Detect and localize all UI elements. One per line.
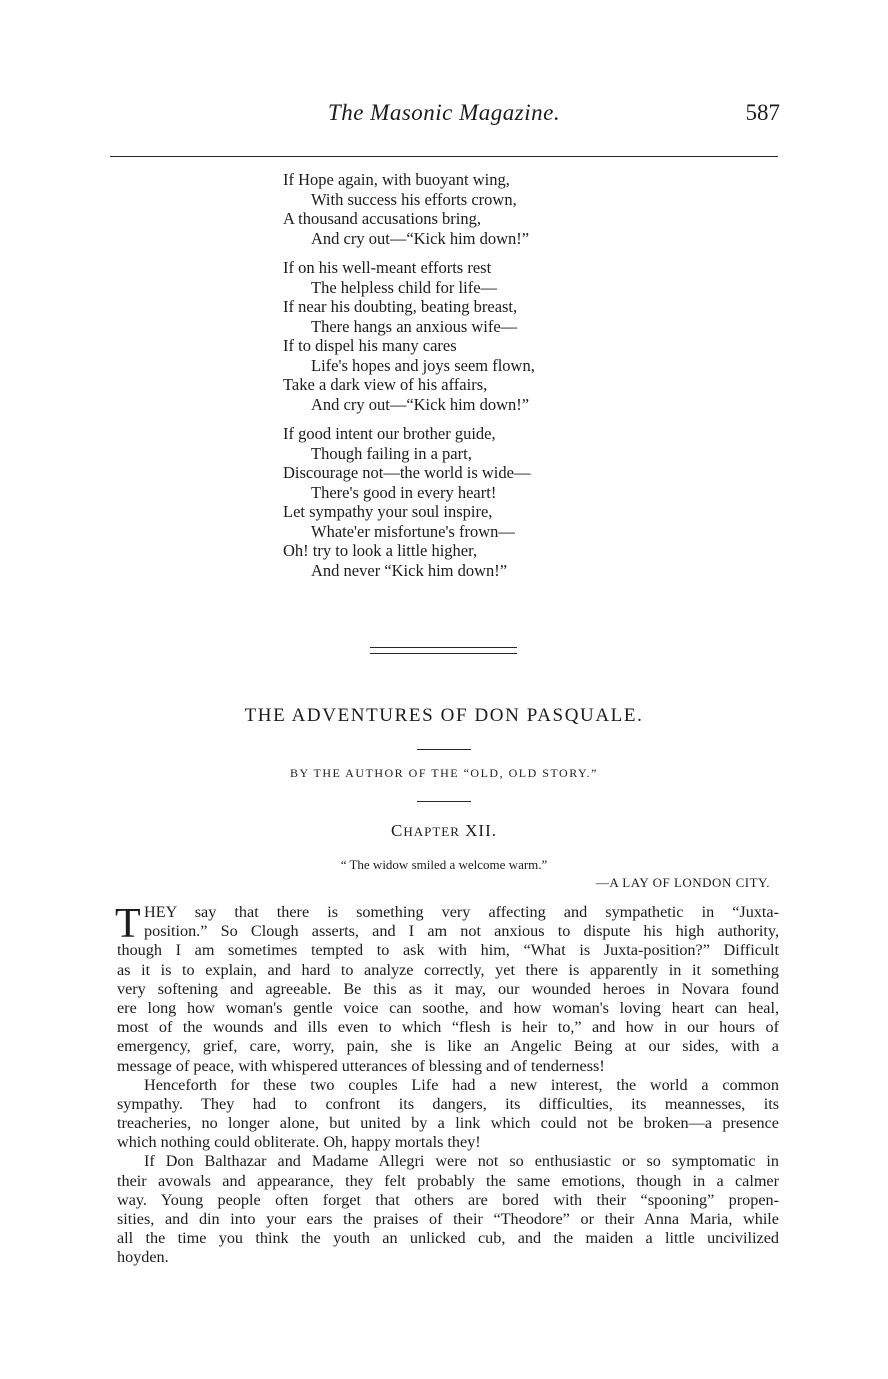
poem-line: If good intent our brother guide, [283, 424, 496, 443]
chapter-word-rest: HAPTER [403, 824, 460, 839]
body-line: as it is to explain, and hard to analyze correctly, yet there is apparently in it something [117, 960, 779, 979]
page-number: 587 [745, 100, 780, 125]
poem-line: Whate'er misfortune's frown— [311, 521, 515, 541]
body-line: most of the wounds and ills even to which “flesh is heir to,” and how in our hours of [117, 1018, 779, 1037]
chapter-number: XII. [465, 821, 497, 840]
poem-line: The helpless child for life— [311, 277, 498, 297]
poem-line: Let sympathy your soul inspire, [283, 502, 493, 521]
poem-line: Though failing in a part, [311, 443, 472, 463]
poem-line: If Hope again, with buoyant wing, [283, 170, 510, 189]
running-title: The Masonic Magazine. [327, 100, 561, 125]
poem-stanza [283, 170, 603, 248]
epigraph-attribution: —A LAY OF LONDON CITY. [595, 875, 770, 890]
body-line: very softening and agreeable. Be this as it may, our wounded heroes in Novara found [117, 979, 779, 998]
drop-cap: T [115, 901, 141, 947]
epigraph: “ The widow smiled a welcome warm.” [340, 857, 548, 872]
poem [283, 170, 603, 590]
section-divider [370, 647, 517, 654]
chapter-heading [0, 821, 888, 841]
body-line: message of peace, with whispered utterances of blessing and of tenderness! [117, 1056, 605, 1075]
body-line: treacheries, no longer alone, but united by a link which could not be broken—a presence [117, 1114, 779, 1133]
poem-line: And cry out—“Kick him down!” [311, 228, 530, 248]
poem-line: And cry out—“Kick him down!” [311, 394, 530, 414]
body-line: hoyden. [117, 1248, 169, 1267]
poem-line: A thousand accusations bring, [283, 209, 481, 228]
poem-line: With success his efforts crown, [311, 189, 517, 209]
body-line: way. Young people often forget that others are bored with their “spooning” propen- [117, 1190, 779, 1209]
poem-line: Take a dark view of his affairs, [283, 375, 488, 394]
poem-line: Discourage not—the world is wide— [283, 463, 531, 482]
title-rule [417, 749, 471, 750]
body-line: sities, and din into your ears the praises of their “Theodore” or their Anna Maria, while [117, 1210, 779, 1228]
byline: BY THE AUTHOR OF THE “OLD, OLD STORY.” [289, 766, 598, 780]
body-line: emergency, grief, care, worry, pain, she is like an Angelic Being at our sides, with a [117, 1037, 779, 1056]
body-line: ere long how woman's gentle voice can soothe, and how woman's loving heart can heal, [117, 998, 779, 1017]
poem-line: If to dispel his many cares [283, 336, 457, 355]
page-header [0, 100, 888, 132]
poem-line: Oh! try to look a little higher, [283, 541, 478, 560]
poem-stanza [283, 258, 603, 414]
poem-line: There's good in every heart! [311, 482, 497, 502]
poem-line: There hangs an anxious wife— [311, 316, 518, 336]
chapter-word-initial: C [390, 821, 404, 840]
body-line: their avowals and appearance, they felt probably the same emotions, though in a calmer [117, 1171, 779, 1190]
body-line: all the time you think the youth an unlicked cub, and the maiden a little uncivilized [117, 1229, 779, 1248]
body-line: though I am sometimes tempted to ask with him, “What is Juxta-position?” Difficult [117, 941, 779, 960]
body-line: If Don Balthazar and Madame Allegri were not so enthusiastic or so symptomatic in [144, 1152, 779, 1171]
body-line: Henceforth for these two couples Life had a new interest, the world a common [144, 1075, 779, 1094]
article-title: THE ADVENTURES OF DON PASQUALE. [244, 705, 644, 726]
body-line: sympathy. They had to confront its dangers, its difficulties, its meannesses, its [117, 1094, 779, 1113]
body-line: which nothing could obliterate. Oh, happy mortals they! [117, 1133, 481, 1152]
header-rule [110, 156, 778, 157]
body-line: HEY say that there is something very affecting and sympathetic in “Juxta- [144, 903, 779, 921]
poem-line: If near his doubting, beating breast, [283, 297, 518, 316]
body-line: position.” So Clough asserts, and I am not anxious to dispute his high authority, [144, 922, 779, 941]
byline-rule [417, 801, 471, 802]
article-body [117, 903, 779, 1268]
poem-stanza [283, 424, 603, 580]
poem-line: Life's hopes and joys seem flown, [311, 355, 535, 375]
poem-line: And never “Kick him down!” [311, 560, 508, 580]
poem-line: If on his well-meant efforts rest [283, 258, 492, 277]
